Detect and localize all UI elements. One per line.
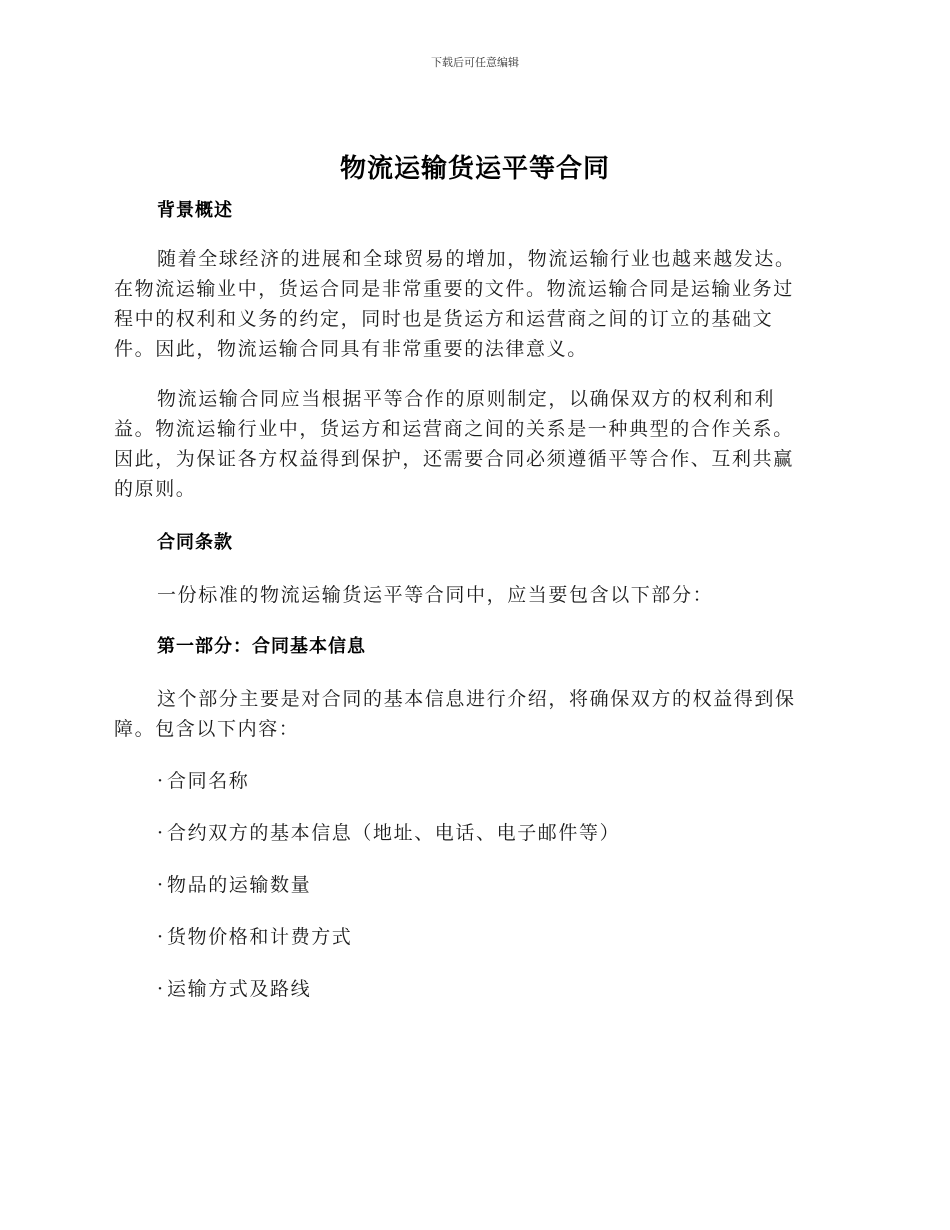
list-item bbox=[114, 766, 832, 796]
section-heading-terms: 合同条款 bbox=[157, 532, 233, 553]
paragraph-line: 一份标准的物流运输货运平等合同中，应当要包含以下部分： bbox=[157, 584, 714, 606]
section-heading-part1: 第一部分：合同基本信息 bbox=[157, 636, 366, 657]
list-item-text: 物品的运输数量 bbox=[167, 874, 312, 896]
section-heading-background: 背景概述 bbox=[157, 200, 233, 221]
bullet-mark: · bbox=[157, 770, 165, 792]
paragraph-terms-intro bbox=[114, 580, 832, 610]
paragraph-line: 障。包含以下内容： bbox=[114, 718, 300, 740]
paragraph-line: 因此，为保证各方权益得到保护，还需要合同必须遵循平等合作、互利共赢 bbox=[114, 448, 794, 470]
list-item-text: 运输方式及路线 bbox=[167, 978, 312, 1000]
list-item bbox=[114, 922, 832, 952]
header-note: 下载后可任意编辑 bbox=[431, 56, 519, 69]
paragraph-line: 这个部分主要是对合同的基本信息进行介绍，将确保双方的权益得到保 bbox=[157, 688, 796, 710]
paragraph-part1 bbox=[114, 684, 832, 744]
document-title: 物流运输货运平等合同 bbox=[339, 154, 610, 184]
paragraph-background-2 bbox=[114, 384, 832, 504]
list-item bbox=[114, 870, 832, 900]
paragraph-line: 程中的权利和义务的约定，同时也是货运方和运营商之间的订立的基础文 bbox=[114, 308, 774, 330]
paragraph-line: 益。物流运输行业中，货运方和运营商之间的关系是一种典型的合作关系。 bbox=[114, 418, 794, 440]
list-item bbox=[114, 818, 832, 848]
paragraph-line: 随着全球经济的进展和全球贸易的增加，物流运输行业也越来越发达。 bbox=[157, 248, 796, 270]
bullet-mark: · bbox=[157, 926, 165, 948]
bullet-mark: · bbox=[157, 874, 165, 896]
list-item bbox=[114, 974, 832, 1004]
bullet-mark: · bbox=[157, 978, 165, 1000]
paragraph-line: 在物流运输业中，货运合同是非常重要的文件。物流运输合同是运输业务过 bbox=[114, 278, 794, 300]
paragraph-line: 的原则。 bbox=[114, 478, 197, 500]
list-item-text: 货物价格和计费方式 bbox=[167, 926, 353, 948]
paragraph-line: 件。因此，物流运输合同具有非常重要的法律意义。 bbox=[114, 338, 588, 360]
list-item-text: 合约双方的基本信息（地址、电话、电子邮件等） bbox=[167, 822, 621, 844]
paragraph-background-1 bbox=[114, 244, 832, 364]
bullet-mark: · bbox=[157, 822, 165, 844]
paragraph-line: 物流运输合同应当根据平等合作的原则制定，以确保双方的权利和利 bbox=[157, 388, 776, 410]
list-item-text: 合同名称 bbox=[167, 770, 250, 792]
document-body bbox=[114, 196, 832, 1004]
